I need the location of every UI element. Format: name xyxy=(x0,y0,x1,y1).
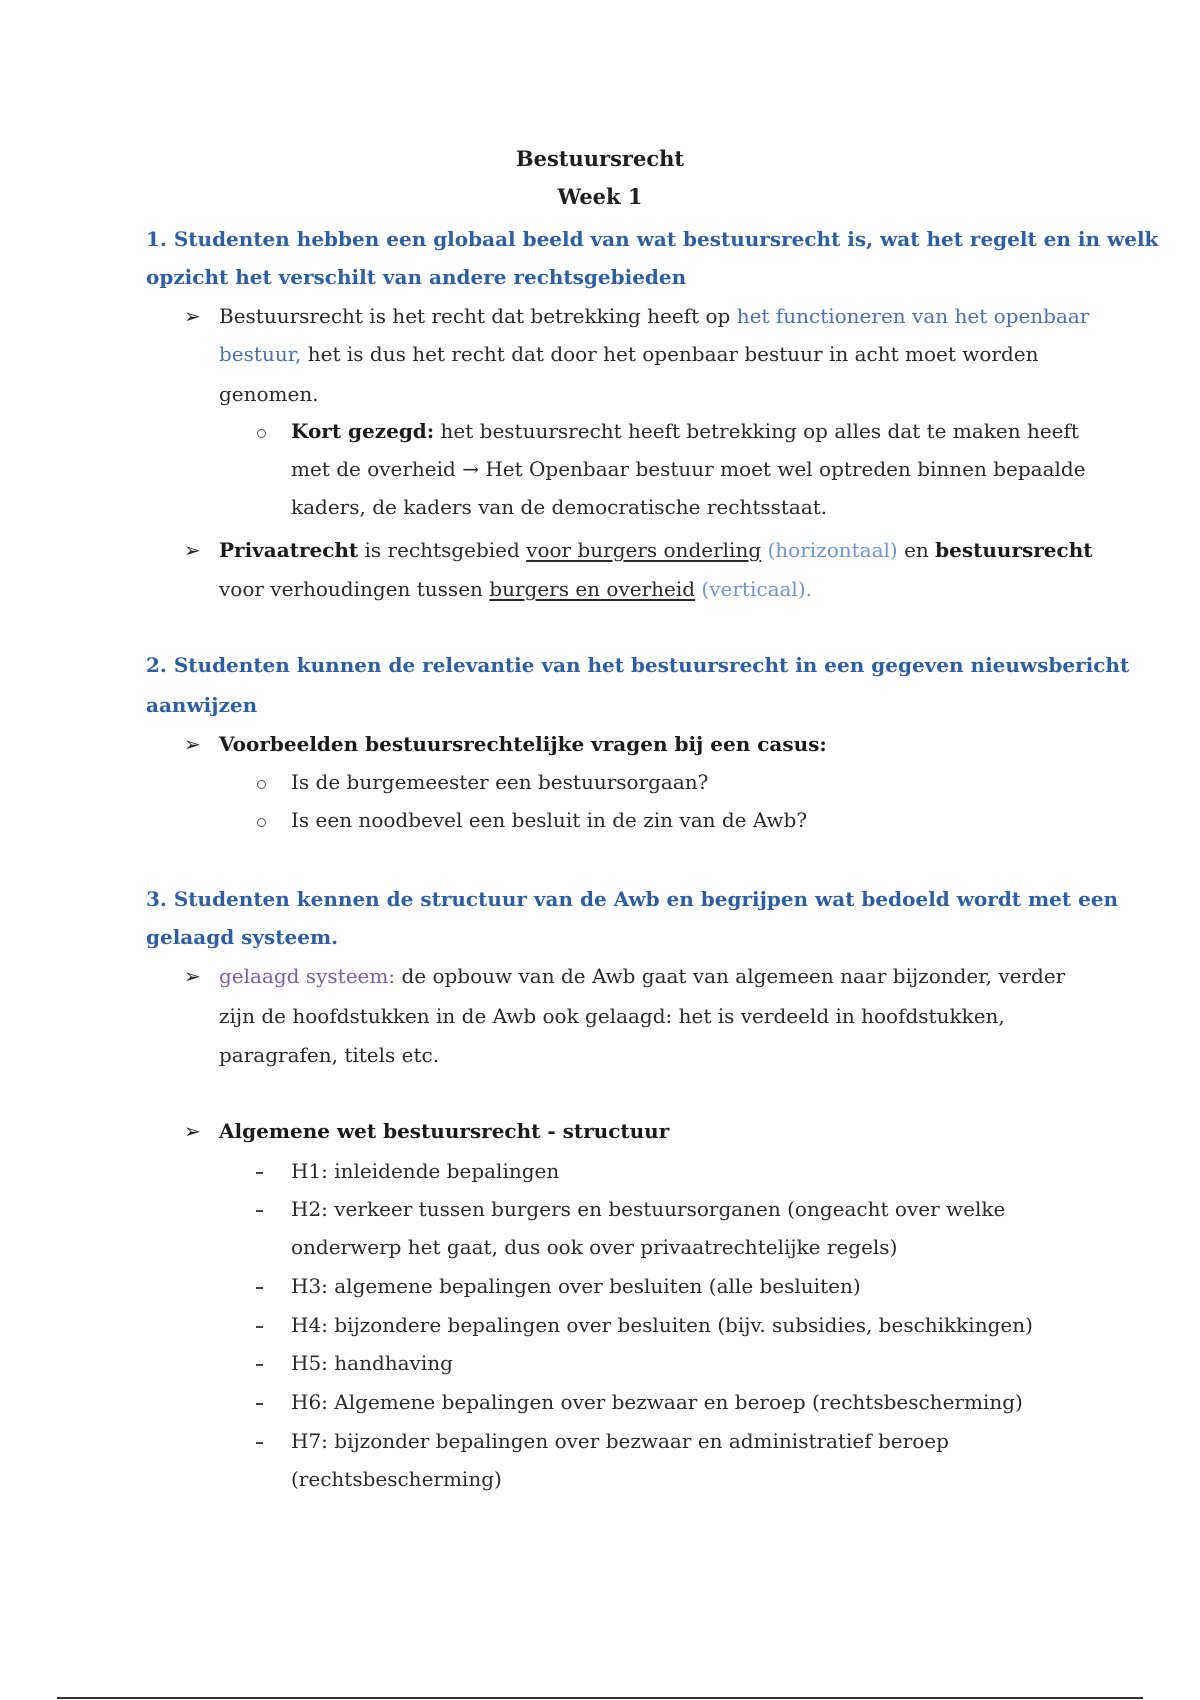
circle-bullet-icon xyxy=(257,780,266,789)
text-run: voor verhoudingen tussen xyxy=(219,577,490,601)
s2-sub-item: Is de burgemeester een bestuursorgaan? xyxy=(291,770,709,794)
s3-bullet1-line3: paragrafen, titels etc. xyxy=(219,1043,440,1067)
text-run: het bestuursrecht heeft betrekking op alles dat te maken heeft xyxy=(434,419,1079,443)
highlight-term: (verticaal). xyxy=(695,577,812,601)
chapter-item: H2: verkeer tussen burgers en bestuursorganen (ongeacht over welke xyxy=(291,1197,1006,1221)
s1-bullet2-line1 xyxy=(219,537,1092,563)
bold-term: bestuursrecht xyxy=(935,538,1093,562)
highlight-term: (horizontaal) xyxy=(761,538,898,562)
underlined-term: burgers en overheid xyxy=(489,577,696,601)
document-title: Bestuursrecht xyxy=(515,146,685,171)
chapter-item: H3: algemene bepalingen over besluiten (alle besluiten) xyxy=(291,1274,861,1298)
dash-bullet-icon xyxy=(256,1287,263,1289)
bold-term: Privaatrecht xyxy=(219,538,359,562)
arrow-bullet-icon: ➢ xyxy=(184,1119,201,1143)
s1-bullet2-line2 xyxy=(219,576,812,602)
section1-heading-line1: 1. Studenten hebben een globaal beeld van wat bestuursrecht is, wat het regelt en in welk xyxy=(146,227,1159,251)
dash-bullet-icon xyxy=(256,1364,263,1366)
s2-sub-item: Is een noodbevel een besluit in de zin van de Awb? xyxy=(291,808,808,832)
section2-heading-line2: aanwijzen xyxy=(146,693,258,717)
dash-bullet-icon xyxy=(256,1172,263,1174)
text-run: het is dus het recht dat door het openbaar bestuur in acht moet worden xyxy=(301,342,1039,366)
section2-heading-line1: 2. Studenten kunnen de relevantie van het bestuursrecht in een gegeven nieuwsbericht xyxy=(146,653,1130,677)
s1-bullet1-line2 xyxy=(219,341,1039,367)
arrow-bullet-icon: ➢ xyxy=(184,304,201,328)
s1-bullet1-line3: genomen. xyxy=(219,382,319,406)
circle-bullet-icon xyxy=(257,429,266,438)
s1-sub1-line1 xyxy=(291,418,1079,444)
chapter-item-continued: (rechtsbescherming) xyxy=(291,1467,502,1491)
s1-sub1-line2: met de overheid → Het Openbaar bestuur moet wel optreden binnen bepaalde xyxy=(291,457,1086,481)
dash-bullet-icon xyxy=(256,1442,263,1444)
chapter-item: H4: bijzondere bepalingen over besluiten (bijv. subsidies, beschikkingen) xyxy=(291,1313,1033,1337)
week-label: Week 1 xyxy=(557,184,643,209)
text-run: is rechtsgebied xyxy=(358,538,527,562)
underlined-term: voor burgers onderling xyxy=(526,538,762,562)
chapter-item: H5: handhaving xyxy=(291,1351,453,1375)
section3-heading-line1: 3. Studenten kennen de structuur van de Awb en begrijpen wat bedoeld wordt met een xyxy=(146,887,1119,911)
chapter-item-continued: onderwerp het gaat, dus ook over privaatrechtelijke regels) xyxy=(291,1235,898,1259)
text-run: de opbouw van de Awb gaat van algemeen naar bijzonder, verder xyxy=(395,964,1066,988)
footer-rule xyxy=(57,1697,1143,1699)
arrow-bullet-icon: ➢ xyxy=(184,732,201,756)
s3-bullet1-line2: zijn de hoofdstukken in de Awb ook gelaagd: het is verdeeld in hoofdstukken, xyxy=(219,1004,1005,1028)
dash-bullet-icon xyxy=(256,1210,263,1212)
section1-heading-line2: opzicht het verschilt van andere rechtsgebieden xyxy=(146,265,687,289)
chapter-item: H1: inleidende bepalingen xyxy=(291,1159,560,1183)
highlight-term: bestuur, xyxy=(219,342,302,366)
chapter-item: H7: bijzonder bepalingen over bezwaar en administratief beroep xyxy=(291,1429,949,1453)
arrow-bullet-icon: ➢ xyxy=(184,538,201,562)
section3-heading-line2: gelaagd systeem. xyxy=(146,925,339,949)
highlight-term: gelaagd systeem: xyxy=(219,964,396,988)
dash-bullet-icon xyxy=(256,1403,263,1405)
chapter-item: H6: Algemene bepalingen over bezwaar en beroep (rechtsbescherming) xyxy=(291,1390,1023,1414)
bold-term: Kort gezegd: xyxy=(291,419,435,443)
s3-bullet1-line1 xyxy=(219,963,1065,989)
text-run: en xyxy=(897,538,936,562)
s1-bullet1-line1 xyxy=(219,303,1089,329)
s3-bullet2: Algemene wet bestuursrecht - structuur xyxy=(219,1119,670,1143)
highlight-term: het functioneren van het openbaar xyxy=(736,304,1090,328)
s2-bullet1: Voorbeelden bestuursrechtelijke vragen bij een casus: xyxy=(219,732,827,756)
arrow-bullet-icon: ➢ xyxy=(184,964,201,988)
circle-bullet-icon xyxy=(257,818,266,827)
text-run: Bestuursrecht is het recht dat betrekking heeft op xyxy=(219,304,737,328)
dash-bullet-icon xyxy=(256,1326,263,1328)
s1-sub1-line3: kaders, de kaders van de democratische rechtsstaat. xyxy=(291,495,828,519)
